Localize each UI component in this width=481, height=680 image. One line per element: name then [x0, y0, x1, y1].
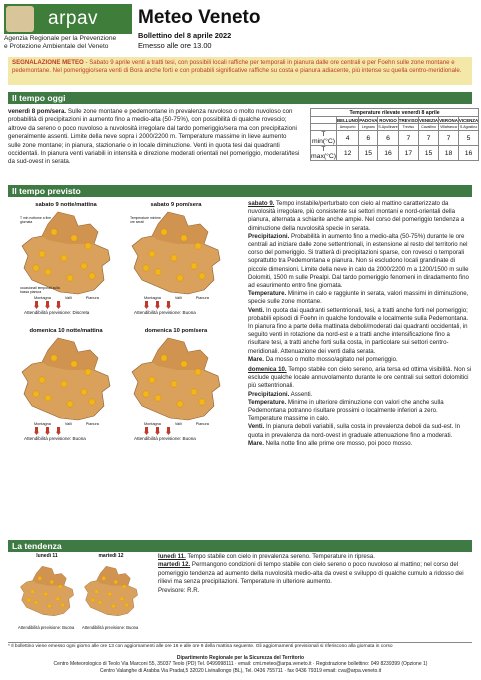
- table-row-tmax: [311, 146, 479, 161]
- trend-map[interactable]: [82, 553, 140, 630]
- map-image: [18, 336, 114, 422]
- sun-icon: [177, 275, 183, 281]
- city-header: VERONA: [439, 117, 458, 123]
- sun-icon: [33, 265, 39, 271]
- tmax-cell: 16: [458, 146, 478, 161]
- city-header: VENEZIA: [419, 117, 439, 123]
- wind-arrow-icon: [56, 427, 61, 435]
- sun-icon: [195, 369, 201, 375]
- day-label: sabato 9.: [248, 200, 275, 207]
- sun-icon: [177, 401, 183, 407]
- header: [0, 0, 481, 56]
- reliability-label: Attendibilità previsione: Buona: [134, 436, 196, 441]
- legend-label: Montagna: [34, 422, 51, 426]
- field-label: Venti.: [248, 306, 265, 314]
- footer: [0, 655, 481, 674]
- agency-line: Agenzia Regionale per la Prevenzione: [4, 35, 117, 42]
- sun-icon: [61, 255, 67, 261]
- sun-icon: [95, 590, 99, 594]
- field-label: Mare.: [248, 439, 264, 447]
- wind-arrow-icon: [144, 427, 149, 435]
- issue-time: Emesso alle ore 13.00: [138, 41, 212, 50]
- legend-label: Pianura: [195, 422, 209, 426]
- tmax-cell: 16: [378, 146, 398, 161]
- sun-icon: [45, 269, 51, 275]
- lion-emblem-icon: [6, 6, 34, 32]
- sun-icon: [122, 585, 126, 589]
- wind-arrow-icon: [56, 301, 61, 309]
- sun-icon: [171, 381, 177, 387]
- forecast-paragraph: Assenti.: [289, 390, 313, 398]
- tmax-cell: 18: [439, 146, 459, 161]
- reliability-label: Attendibilità previsione: Buona: [82, 625, 139, 630]
- sun-icon: [155, 395, 161, 401]
- legend-label: Montagna: [34, 296, 51, 300]
- station-header: Legnaro: [359, 124, 378, 131]
- forecast-paragraph: Nella notte fino alle prime ore mosso, poi poco mosso.: [263, 439, 413, 447]
- section-header-forecast: Il tempo previsto: [8, 185, 472, 197]
- sun-icon: [71, 361, 77, 367]
- trend-paragraph: Tempo stabile con cielo in prevalenza sereno. Temperature in ripresa.: [185, 553, 375, 560]
- wind-arrow-icon: [166, 301, 171, 309]
- tmin-cell: 6: [378, 131, 398, 146]
- map-title: lunedì 11: [36, 553, 58, 559]
- sun-icon: [50, 580, 54, 584]
- map-title: domenica 10 notte/mattina: [29, 328, 103, 334]
- map-image: [82, 559, 140, 625]
- sun-icon: [171, 255, 177, 261]
- sun-icon: [161, 355, 167, 361]
- map-image: [18, 210, 114, 296]
- map-legend: [34, 296, 114, 300]
- tmax-cell: 12: [337, 146, 359, 161]
- city-header: VICENZA: [458, 117, 479, 123]
- map-image: [128, 210, 224, 296]
- sun-icon: [81, 389, 87, 395]
- footer-contact: Centro Meteorologico di Teolo Via Marconi 55, 35037 Teolo (PD) Tel. 0499998111 · email: cmt.meteo@arpa.veneto.it · Registrazione bollettino: 049 8239399 (Opzione 1): [53, 661, 428, 668]
- sun-icon: [56, 597, 60, 601]
- sun-icon: [143, 391, 149, 397]
- sun-icon: [98, 601, 102, 605]
- sun-icon: [27, 598, 31, 602]
- wind-arrow-icon: [45, 427, 50, 435]
- legend-label: Montagna: [144, 296, 161, 300]
- sun-icon: [58, 585, 62, 589]
- today-lead: venerdì 8 pom/sera.: [8, 108, 67, 115]
- sun-icon: [67, 275, 73, 281]
- tmin-cell: 7: [439, 131, 459, 146]
- station-header: Villafranca: [440, 125, 457, 129]
- legend-label: Pianura: [195, 296, 209, 300]
- day-label: domenica 10.: [248, 366, 287, 374]
- legend-label: Pianura: [85, 422, 99, 426]
- sun-icon: [51, 355, 57, 361]
- row-label: T max(°C): [311, 146, 336, 160]
- forecast-map[interactable]: [128, 202, 224, 315]
- wind-arrow-icon: [144, 301, 149, 309]
- sun-icon: [181, 361, 187, 367]
- city-header: ROVIGO: [379, 117, 397, 123]
- wind-arrow-icon: [45, 301, 50, 309]
- day-label: martedì 12.: [158, 561, 191, 569]
- sun-icon: [45, 395, 51, 401]
- mountain-area: [42, 338, 98, 370]
- bulletin-date: Bollettino del 8 aprile 2022: [138, 31, 232, 40]
- sun-icon: [38, 576, 42, 580]
- station-header: Aeroporto: [337, 124, 359, 131]
- wind-arrows: [144, 301, 224, 309]
- legend-label: Valli: [174, 422, 182, 426]
- veneto-map: [18, 559, 76, 623]
- map-image: [18, 559, 76, 625]
- sun-icon: [149, 251, 155, 257]
- sun-icon: [67, 401, 73, 407]
- footer-contact: Centro Valanghe di Arabba Via Pradat,5 32020 Livinallongo (BL), Tel. 0436 755711 · fax 0436 79319 email: cva@arpa.veneto.it: [99, 667, 382, 674]
- sun-icon: [155, 269, 161, 275]
- table-header-stations: [311, 124, 479, 131]
- sun-icon: [51, 229, 57, 235]
- forecast-paragraph: Tempo stabile con cielo sereno, aria tersa ed ottima visibilità. Non si esclude qualche locale annuvolamento durante le ore centrali sui settori dolomitici più settentrionali.: [248, 366, 472, 390]
- sun-icon: [161, 229, 167, 235]
- wind-arrow-icon: [34, 301, 39, 309]
- tmax-cell: 15: [359, 146, 378, 161]
- sun-icon: [39, 377, 45, 383]
- forecast-paragraph: Minime in calo e raggiunte in serata, valori massimi in diminuzione, specie sulle zone montane.: [248, 290, 469, 306]
- divider: [8, 642, 472, 643]
- reliability-label: Attendibilità previsione: Buona: [24, 436, 86, 441]
- sun-icon: [91, 598, 95, 602]
- map-title: sabato 9 pom/sera: [150, 202, 202, 208]
- sun-icon: [71, 235, 77, 241]
- legend-label: Pianura: [85, 296, 99, 300]
- section-header-today: Il tempo oggi: [8, 92, 472, 104]
- sun-icon: [31, 590, 35, 594]
- table-row-tmin: [311, 131, 479, 146]
- sun-icon: [108, 592, 112, 596]
- forecast-text: [248, 200, 472, 448]
- sun-icon: [34, 601, 38, 605]
- reliability-label: Attendibilità previsione: Buona: [134, 310, 196, 315]
- field-label: Temperature.: [248, 398, 287, 406]
- sun-icon: [33, 391, 39, 397]
- tmax-cell: 17: [398, 146, 418, 161]
- sun-icon: [81, 263, 87, 269]
- tmin-cell: 7: [419, 131, 439, 146]
- tmin-cell: 5: [458, 131, 478, 146]
- trend-text: [158, 553, 474, 595]
- veneto-map: [18, 336, 114, 422]
- sun-icon: [120, 597, 124, 601]
- table-header-cities: [311, 117, 479, 124]
- wind-arrow-icon: [155, 427, 160, 435]
- map-note: T min notturne a fine giornata: [20, 216, 52, 224]
- station-header: Treviso: [398, 124, 418, 131]
- mountain-area: [97, 566, 131, 585]
- arpav-logo[interactable]: [4, 4, 132, 34]
- today-text: [8, 108, 300, 167]
- field-label: Temperature.: [248, 290, 287, 298]
- tmax-cell: 15: [419, 146, 439, 161]
- day-label: lunedì 11.: [158, 553, 186, 560]
- agency-line: e Protezione Ambientale del Veneto: [4, 43, 109, 50]
- table-caption: Temperature rilevate venerdì 8 aprile: [311, 109, 479, 117]
- wind-arrows: [34, 301, 114, 309]
- map-note: Temperature minime ore serali: [130, 216, 161, 224]
- sun-icon: [61, 603, 65, 607]
- veneto-map: [82, 559, 140, 623]
- agency-name: [4, 35, 116, 51]
- sun-icon: [44, 592, 48, 596]
- legend-label: Valli: [174, 296, 182, 300]
- wind-arrows: [34, 427, 114, 435]
- sun-icon: [143, 265, 149, 271]
- weather-alert: [8, 57, 472, 85]
- sun-icon: [102, 576, 106, 580]
- sun-icon: [89, 273, 95, 279]
- sun-icon: [85, 369, 91, 375]
- station-header: S.Apollinare: [378, 125, 398, 129]
- today-body: Sulle zone montane e pedemontane in prevalenza nuvoloso o molto nuvoloso con probabilità di precipitazioni in aumento fino a medio-alta (50-75%), con possibilità di qualche rovescio; altrove da sereno o poco nuvoloso a nuvolosità irregolare dal tardo pomeriggio/sera ma con precipitazioni generalmente assenti. Limite della neve sopra i 2000/2200 m. Temperature massime in lieve aumento sulle zone montane; in pianura, stazionarie o in locale diminuzione. Venti in quota tesi dai quadranti occidentali. In pianura venti variabili in intensità e direzione moderati orientali nel pomeriggio, moderati/tesi da sud-ovest in serata.: [8, 108, 300, 166]
- tmin-cell: 6: [359, 131, 378, 146]
- city-header: TREVISO: [398, 117, 419, 123]
- page-title: Meteo Veneto: [138, 7, 261, 28]
- forecast-map[interactable]: [18, 328, 114, 441]
- sun-icon: [125, 603, 129, 607]
- legend-label: Valli: [64, 422, 72, 426]
- tmin-cell: 7: [398, 131, 418, 146]
- temperature-table: [310, 108, 479, 161]
- map-title: martedì 12: [98, 553, 124, 559]
- forecast-paragraph: Tempo instabile/perturbato con cielo al mattino caratterizzato da nuvolosità irregolare, più consistente sui settori montani e nord-orientali della pianura, alternata a schiarite anche ampie. Nel corso del pomeriggio tendenza a diminuzione della nuvolosità specie in serata.: [248, 200, 465, 232]
- forecast-paragraph: In pianura deboli variabili, sulla costa in prevalenza deboli da sud-est. In quota in prevalenza da nord-ovest in graduale attenuazione fino a moderati.: [248, 423, 461, 439]
- legend-label: Montagna: [144, 422, 161, 426]
- field-label: Mare.: [248, 355, 264, 363]
- sun-icon: [85, 243, 91, 249]
- alert-label: SEGNALAZIONE METEO: [12, 59, 84, 66]
- mountain-area: [152, 338, 208, 370]
- veneto-map: [128, 336, 224, 422]
- sun-icon: [114, 580, 118, 584]
- footnote: * Il bollettino viene emesso ogni giorno alle ore 13 con aggiornamenti alle ore 16 e alle ore 9 della mattina seguente. Gli aggiornamenti previsionali si riferiscono alla giornata in corso: [8, 644, 393, 649]
- sun-icon: [39, 251, 45, 257]
- section-header-trend: La tendenza: [8, 540, 472, 552]
- city-header: BELLUNO: [337, 117, 359, 123]
- sun-icon: [111, 604, 115, 608]
- wind-arrow-icon: [166, 427, 171, 435]
- map-title: domenica 10 pom/sera: [144, 328, 208, 334]
- city-header: PADOVA: [359, 117, 378, 123]
- wind-arrow-icon: [34, 427, 39, 435]
- map-title: sabato 9 notte/mattina: [35, 202, 97, 208]
- map-image: [128, 336, 224, 422]
- alert-text: - Sabato 9 aprile venti a tratti tesi, con possibili locali raffiche per temporali in pianura dalle ore centrali e per Foehn sulle zone montane e pedemontane. Nel pomeriggio/sera venti di Bora anche forti e con probabili significative raffiche su costa e pianura adiacente, più intense su quella centro-meridionale.: [12, 59, 462, 75]
- reliability-label: Attendibilità previsione: Buona: [18, 625, 75, 630]
- tmin-cell: 4: [337, 131, 359, 146]
- map-legend: [144, 422, 224, 426]
- sun-icon: [191, 389, 197, 395]
- map-legend: [144, 296, 224, 300]
- station-header: S.Agostino: [459, 125, 478, 129]
- field-label: Precipitazioni.: [248, 390, 290, 398]
- wind-arrows: [144, 427, 224, 435]
- sun-icon: [181, 235, 187, 241]
- station-header: Cavallino: [419, 124, 439, 131]
- wind-arrow-icon: [155, 301, 160, 309]
- forecast-map[interactable]: [128, 328, 224, 441]
- sun-icon: [191, 263, 197, 269]
- trend-map[interactable]: [18, 553, 76, 630]
- forecast-paragraph: In quota dai quadranti settentrionali, tesi, a tratti anche forti nel pomeriggio; probabili episodi di Foehn in qualche fondovalle e localmente sulla Pedemontana. In pianura fino a parte della mattinata deboli/moderati dai quadranti occidentali, in seguito venti in rotazione da nord-est e a tratti anche intensificazione fino a risultare tesi, a tratti anche forti sulla costa, in particolare sui settori centro-meridionali. Attenuazione dei venti dalla serata.: [248, 306, 469, 355]
- forecast-map[interactable]: [18, 202, 114, 315]
- legend-label: Valli: [64, 296, 72, 300]
- mountain-area: [33, 566, 67, 585]
- row-label: T min(°C): [311, 131, 336, 145]
- field-label: Venti.: [248, 423, 265, 431]
- forecast-paragraph: Da mosso o molto mosso/agitato nel pomeriggio.: [263, 355, 398, 363]
- forecast-paragraph: Minime in ulteriore diminuzione con valori che anche sulla Pedemontana potranno risultare prossimi o localmente inferiori a zero. Temperature massime in calo.: [248, 398, 444, 423]
- sun-icon: [89, 399, 95, 405]
- forecaster: Previsore: R.R.: [158, 586, 200, 594]
- field-label: Precipitazioni.: [248, 232, 290, 240]
- sun-icon: [199, 399, 205, 405]
- sun-icon: [195, 243, 201, 249]
- map-legend: [34, 422, 114, 426]
- forecast-paragraph: Probabilità in aumento fino a medio-alta (50-75%) durante le ore centrali ad iniziare dalle zone settentrionali, in estensione al resto del territorio nel corso del pomeriggio. Si tratterà di precipitazioni sparse, con rovesci o temporali soprattutto tra Pedemontana e pianura. Non si escludono locali grandinate di piccole dimensioni. Limite della neve in calo da 2000/2200 m a 1200/1500 m sulle Dolomiti, 1500 m sulle Prealpi. Dal tardo pomeriggio fenomeni in diradamento fino ad esaurimento entro fine giornata.: [248, 232, 469, 290]
- sun-icon: [149, 377, 155, 383]
- logo-text: arpav: [48, 8, 99, 29]
- map-note: occasionali temporali sulla bassa pianura: [20, 286, 60, 294]
- footer-dept: Dipartimento Regionale per la Sicurezza del Territorio: [176, 655, 305, 661]
- reliability-label: Attendibilità previsione: Discreta: [24, 310, 90, 315]
- trend-paragraph: Permangono condizioni di tempo stabile con cielo sereno o poco nuvoloso al mattino; nel corso del pomeriggio tendenza ad aumento della nuvolosità medio-alta da ovest e sviluppo di qualche cumulo a ridosso dei rilievi ma senza precipitazioni. Temperature in ulteriore aumento.: [158, 561, 464, 586]
- sun-icon: [47, 604, 51, 608]
- sun-icon: [61, 381, 67, 387]
- sun-icon: [199, 273, 205, 279]
